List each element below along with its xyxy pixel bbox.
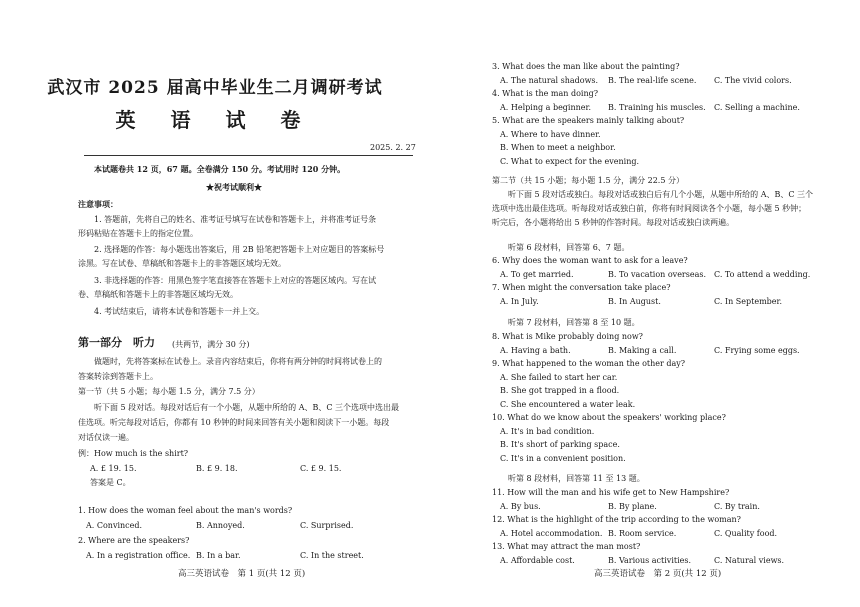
answer-option: B. She got trapped in a flood. [500, 386, 620, 395]
question: 4. What is the man doing? [492, 89, 599, 98]
answer-option: B. Room service. [608, 529, 677, 538]
answer-option: C. Quality food. [714, 529, 778, 538]
answer-option: C. In September. [714, 297, 782, 306]
question: 12. What is the highlight of the trip according to the woman? [492, 515, 741, 524]
question: 13. What may attract the man most? [492, 542, 641, 551]
answer-option: C. By train. [714, 502, 760, 511]
section1-title: 第一节（共 5 小题；每小题 1.5 分，满分 7.5 分） [78, 387, 260, 396]
question: 7. When might the conversation take place? [492, 283, 671, 292]
answer-option: A. It's in bad condition. [500, 427, 595, 436]
note-line: 涂黑。写在试卷、草稿纸和答题卡上的非答题区域均无效。 [78, 259, 286, 268]
question: 1. How does the woman feel about the man's words? [78, 506, 293, 515]
answer-option: A. The natural shadows. [500, 76, 599, 85]
note-line: 卷、草稿纸和答题卡上的非答题区域均无效。 [78, 290, 238, 299]
part1-instruction: 做题时，先将答案标在试卷上。录音内容结束后，你将有两分钟的时间将试卷上的 [94, 357, 382, 366]
divider [84, 155, 413, 156]
question: 6. Why does the woman want to ask for a leave? [492, 256, 688, 265]
answer-option: C. It's in a convenient position. [500, 454, 626, 463]
answer-option: A. Helping a beginner. [500, 103, 592, 112]
note-line: 形码粘贴在答题卡上的指定位置。 [78, 229, 198, 238]
question: 10. What do we know about the speakers' working place? [492, 413, 726, 422]
answer-option: A. Having a bath. [500, 346, 571, 355]
exam-intro: 本试题卷共 12 页，67 题。全卷满分 150 分。考试用时 120 分钟。 [94, 164, 346, 174]
answer-option: A. Affordable cost. [500, 556, 575, 565]
answer-option: B. Annoyed. [196, 521, 245, 530]
note-line: 3. 非选择题的作答：用黑色签字笔直接答在答题卡上对应的答题区域内。写在试 [94, 276, 377, 285]
example-option: C. £ 9. 15. [300, 464, 342, 473]
answer-option: A. Hotel accommodation. [500, 529, 603, 538]
notes-heading: 注意事项： [78, 199, 118, 209]
section2-title: 第二节（共 15 小题；每小题 1.5 分，满分 22.5 分） [492, 176, 684, 185]
answer-option: B. To vacation overseas. [608, 270, 707, 279]
answer-option: C. The vivid colors. [714, 76, 792, 85]
answer-option: A. In July. [500, 297, 539, 306]
section1-instruction: 听下面 5 段对话。每段对话后有一个小题，从题中所给的 A、B、C 三个选项中选出最 [94, 403, 400, 412]
answer-option: C. Natural views. [714, 556, 785, 565]
listening-group-label: 听第 8 段材料，回答第 11 至 13 题。 [508, 474, 645, 483]
example-answer: 答案是 C。 [90, 478, 131, 487]
question: 11. How will the man and his wife get to New Hampshire? [492, 488, 730, 497]
answer-option: A. Where to have dinner. [500, 130, 601, 139]
exam-page-2 [430, 0, 860, 607]
section2-instruction: 选项中选出最佳选项。听每段对话或独白前，你将有时间阅读各个小题，每小题 5 秒钟； [492, 204, 807, 213]
note-line: 1. 答题前，先将自己的姓名、准考证号填写在试卷和答题卡上，并将准考证号条 [94, 215, 377, 224]
question: 3. What does the man like about the painting? [492, 62, 680, 71]
question: 2. Where are the speakers? [78, 536, 190, 545]
page-footer: 高三英语试卷 第 1 页(共 12 页) [178, 569, 306, 579]
question: 5. What are the speakers mainly talking about? [492, 116, 685, 125]
answer-option: C. What to expect for the evening. [500, 157, 640, 166]
answer-option: C. In the street. [300, 551, 364, 560]
answer-option: B. It's short of parking space. [500, 440, 620, 449]
answer-option: B. In a bar. [196, 551, 241, 560]
question: 9. What happened to the woman the other day? [492, 359, 686, 368]
answer-option: B. Training his muscles. [608, 103, 706, 112]
part1-instruction: 答案转涂到答题卡上。 [78, 372, 158, 381]
answer-option: A. She failed to start her car. [500, 373, 618, 382]
exam-date: 2025. 2. 27 [370, 143, 416, 152]
listening-group-label: 听第 7 段材料，回答第 8 至 10 题。 [508, 318, 640, 327]
part1-title: 第一部分 听力 [78, 336, 155, 349]
answer-option: C. To attend a wedding. [714, 270, 811, 279]
example-question: 例：How much is the shirt? [78, 449, 189, 458]
part1-info: (共两节，满分 30 分) [172, 340, 250, 349]
answer-option: A. To get married. [500, 270, 574, 279]
answer-option: C. Surprised. [300, 521, 354, 530]
note-line: 2. 选择题的作答：每小题选出答案后，用 2B 铅笔把答题卡上对应题目的答案标号 [94, 245, 385, 254]
exam-subtitle: 英 语 试 卷 [115, 108, 315, 132]
answer-option: A. By bus. [500, 502, 541, 511]
section2-instruction: 听下面 5 段对话或独白。每段对话或独白后有几个小题，从题中所给的 A、B、C 三个 [508, 190, 814, 199]
answer-option: C. Selling a machine. [714, 103, 800, 112]
page-footer: 高三英语试卷 第 2 页(共 12 页) [594, 569, 722, 579]
answer-option: C. Frying some eggs. [714, 346, 800, 355]
listening-group-label: 听第 6 段材料，回答第 6、7 题。 [508, 243, 630, 252]
answer-option: B. When to meet a neighbor. [500, 143, 616, 152]
note-line: 4. 考试结束后，请将本试卷和答题卡一并上交。 [94, 307, 265, 316]
exam-title: 武汉市 2025 届高中毕业生二月调研考试 [47, 78, 383, 98]
answer-option: B. By plane. [608, 502, 657, 511]
answer-option: B. The real-life scene. [608, 76, 697, 85]
answer-option: B. In August. [608, 297, 661, 306]
question: 8. What is Mike probably doing now? [492, 332, 643, 341]
section1-instruction: 对话仅读一遍。 [78, 433, 134, 442]
good-luck-text: ★祝考试顺利★ [206, 182, 262, 192]
answer-option: C. She encountered a water leak. [500, 400, 636, 409]
section2-instruction: 听完后，各小题将给出 5 秒钟的作答时间。每段对话或独白读两遍。 [492, 218, 735, 227]
answer-option: A. In a registration office. [86, 551, 191, 560]
example-option: B. £ 9. 18. [196, 464, 238, 473]
answer-option: B. Making a call. [608, 346, 677, 355]
example-option: A. £ 19. 15. [90, 464, 137, 473]
answer-option: B. Various activities. [608, 556, 692, 565]
answer-option: A. Convinced. [86, 521, 143, 530]
section1-instruction: 佳选项。听完每段对话后，你都有 10 秒钟的时间来回答有关小题和阅读下一小题。每段 [78, 418, 390, 427]
